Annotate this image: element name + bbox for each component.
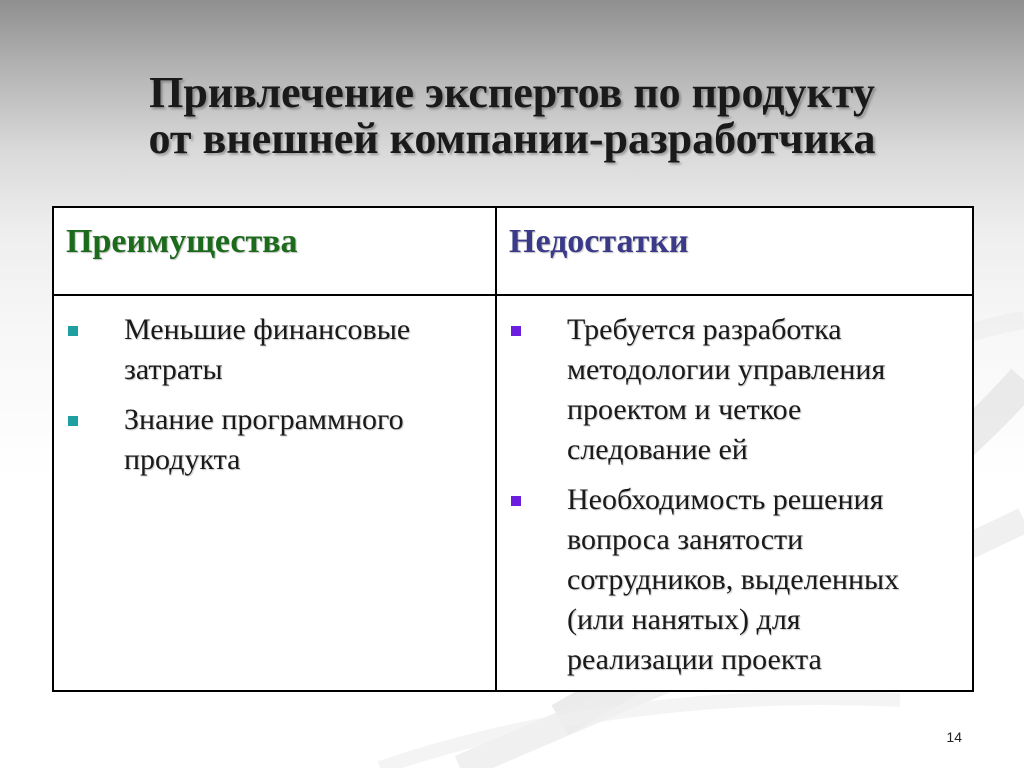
- slide-title-line-2: от внешней компании-разработчика: [148, 114, 876, 163]
- pros-item-text: Меньшие финансовые затраты: [124, 313, 411, 386]
- pros-cell: [53, 295, 496, 691]
- pros-list: [54, 296, 495, 480]
- table-header-row: [53, 207, 973, 295]
- list-item: [497, 310, 948, 470]
- cons-list: [497, 296, 972, 680]
- list-item: [54, 310, 471, 390]
- pros-header: Преимущества: [66, 223, 298, 260]
- table-body-row: [53, 295, 973, 691]
- pros-item-text: Знание программного продукта: [124, 403, 404, 476]
- cons-header-cell: [496, 207, 973, 295]
- cons-header: Недостатки: [509, 223, 689, 260]
- pros-header-cell: [53, 207, 496, 295]
- list-item: [54, 400, 471, 480]
- list-item: [497, 480, 948, 680]
- slide-title: [40, 70, 984, 162]
- cons-item-text: Необходимость решения вопроса занятости сотрудников, выделенных (или нанятых) для реализации проекта: [567, 483, 900, 676]
- pros-cons-table: [52, 206, 974, 692]
- slide-title-line-1: Привлечение экспертов по продукту: [149, 68, 875, 117]
- page-number: 14: [946, 729, 962, 745]
- cons-item-text: Требуется разработка методологии управления проектом и четкое следование ей: [567, 313, 886, 466]
- square-bullet-icon: [511, 326, 521, 336]
- cons-cell: [496, 295, 973, 691]
- square-bullet-icon: [68, 326, 78, 336]
- square-bullet-icon: [68, 416, 78, 426]
- square-bullet-icon: [511, 496, 521, 506]
